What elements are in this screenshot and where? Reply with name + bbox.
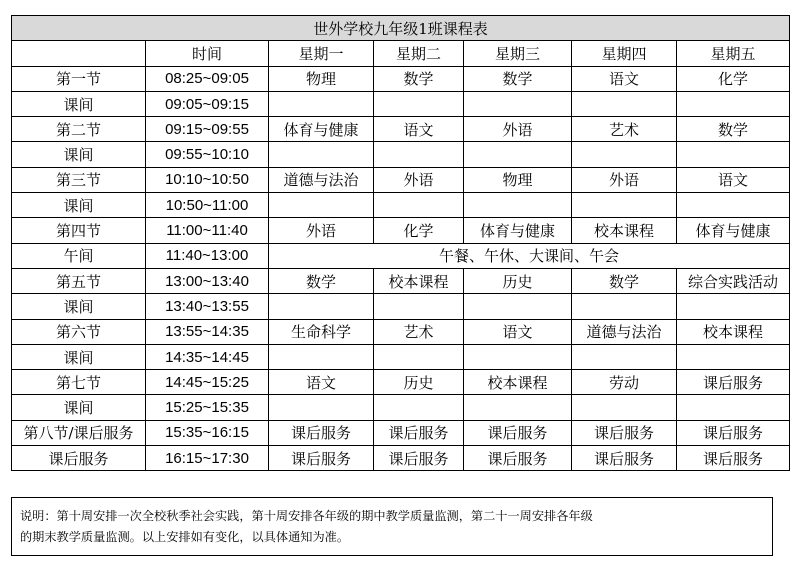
subject-cell	[572, 142, 677, 167]
table-row	[12, 142, 790, 167]
subject-cell	[572, 294, 677, 319]
subject-cell: 校本课程	[677, 319, 790, 344]
time-cell: 14:35~14:45	[146, 344, 269, 369]
header-cell: 星期一	[269, 41, 374, 66]
period-label: 课间	[12, 193, 146, 218]
subject-cell: 语文	[572, 66, 677, 91]
table-row	[12, 344, 790, 369]
subject-cell: 劳动	[572, 370, 677, 395]
subject-cell	[572, 395, 677, 420]
time-cell: 10:50~11:00	[146, 193, 269, 218]
subject-cell: 体育与健康	[677, 218, 790, 243]
subject-cell: 课后服务	[464, 420, 572, 445]
subject-cell: 校本课程	[572, 218, 677, 243]
subject-cell	[374, 142, 464, 167]
subject-cell: 课后服务	[572, 446, 677, 471]
table-row	[12, 218, 790, 243]
subject-cell: 物理	[464, 167, 572, 192]
subject-cell	[374, 344, 464, 369]
subject-cell: 化学	[677, 66, 790, 91]
subject-cell	[572, 344, 677, 369]
subject-cell: 外语	[464, 117, 572, 142]
subject-cell	[464, 344, 572, 369]
subject-cell: 数学	[572, 268, 677, 293]
table-row	[12, 319, 790, 344]
period-label: 第七节	[12, 370, 146, 395]
table-row	[12, 446, 790, 471]
subject-cell: 艺术	[374, 319, 464, 344]
subject-cell	[374, 395, 464, 420]
time-cell: 09:55~10:10	[146, 142, 269, 167]
time-cell: 14:45~15:25	[146, 370, 269, 395]
table-row	[12, 117, 790, 142]
subject-cell	[464, 91, 572, 116]
time-cell: 13:55~14:35	[146, 319, 269, 344]
period-label: 课间	[12, 91, 146, 116]
table-row	[12, 395, 790, 420]
time-cell: 08:25~09:05	[146, 66, 269, 91]
subject-cell: 语文	[677, 167, 790, 192]
subject-cell: 外语	[572, 167, 677, 192]
subject-cell: 体育与健康	[269, 117, 374, 142]
schedule-body	[12, 66, 790, 471]
subject-cell	[269, 193, 374, 218]
subject-cell	[269, 344, 374, 369]
time-cell: 16:15~17:30	[146, 446, 269, 471]
table-row	[12, 420, 790, 445]
header-cell: 星期二	[374, 41, 464, 66]
title-row	[12, 16, 790, 41]
subject-cell: 历史	[464, 268, 572, 293]
subject-cell: 课后服务	[374, 420, 464, 445]
time-cell: 15:35~16:15	[146, 420, 269, 445]
header-cell: 星期五	[677, 41, 790, 66]
subject-cell	[677, 193, 790, 218]
time-cell: 09:05~09:15	[146, 91, 269, 116]
subject-cell	[677, 344, 790, 369]
period-label: 第四节	[12, 218, 146, 243]
period-label: 第五节	[12, 268, 146, 293]
subject-cell	[677, 395, 790, 420]
subject-cell: 数学	[464, 66, 572, 91]
table-row	[12, 294, 790, 319]
table-row	[12, 167, 790, 192]
subject-cell	[464, 193, 572, 218]
subject-cell: 数学	[269, 268, 374, 293]
table-row	[12, 193, 790, 218]
header-cell: 星期三	[464, 41, 572, 66]
subject-cell: 体育与健康	[464, 218, 572, 243]
subject-cell: 校本课程	[374, 268, 464, 293]
subject-cell: 道德与法治	[572, 319, 677, 344]
subject-cell: 历史	[374, 370, 464, 395]
period-label: 午间	[12, 243, 146, 268]
header-cell: 星期四	[572, 41, 677, 66]
note-line-1: 说明：第十周安排一次全校秋季社会实践，第十周安排各年级的期中教学质量监测，第二十一周安排各年级	[20, 509, 593, 523]
table-row	[12, 370, 790, 395]
subject-cell: 课后服务	[572, 420, 677, 445]
subject-cell	[572, 193, 677, 218]
time-cell: 09:15~09:55	[146, 117, 269, 142]
subject-cell	[374, 294, 464, 319]
time-cell: 15:25~15:35	[146, 395, 269, 420]
subject-cell: 课后服务	[464, 446, 572, 471]
period-label: 第一节	[12, 66, 146, 91]
subject-cell: 课后服务	[677, 370, 790, 395]
subject-cell: 课后服务	[269, 420, 374, 445]
period-label: 第六节	[12, 319, 146, 344]
merged-cell: 午餐、午休、大课间、午会	[269, 243, 790, 268]
subject-cell: 课后服务	[374, 446, 464, 471]
subject-cell: 外语	[374, 167, 464, 192]
subject-cell: 课后服务	[677, 446, 790, 471]
subject-cell	[269, 294, 374, 319]
period-label: 课后服务	[12, 446, 146, 471]
subject-cell: 语文	[464, 319, 572, 344]
subject-cell: 综合实践活动	[677, 268, 790, 293]
period-label: 课间	[12, 344, 146, 369]
note-box	[11, 497, 773, 556]
period-label: 课间	[12, 294, 146, 319]
subject-cell	[677, 142, 790, 167]
note-line-2: 的期末教学质量监测。以上安排如有变化，以具体通知为准。	[20, 530, 350, 544]
schedule-table	[11, 15, 790, 471]
subject-cell	[269, 142, 374, 167]
header-cell: 时间	[146, 41, 269, 66]
time-cell: 11:40~13:00	[146, 243, 269, 268]
header-cell	[12, 41, 146, 66]
subject-cell	[269, 395, 374, 420]
table-row	[12, 66, 790, 91]
subject-cell: 生命科学	[269, 319, 374, 344]
table-row	[12, 243, 790, 268]
period-label: 课间	[12, 395, 146, 420]
time-cell: 13:40~13:55	[146, 294, 269, 319]
table-row	[12, 268, 790, 293]
subject-cell: 道德与法治	[269, 167, 374, 192]
subject-cell: 数学	[677, 117, 790, 142]
table-title: 世外学校九年级1班课程表	[12, 16, 790, 41]
time-cell: 13:00~13:40	[146, 268, 269, 293]
time-cell: 10:10~10:50	[146, 167, 269, 192]
period-label: 课间	[12, 142, 146, 167]
subject-cell: 物理	[269, 66, 374, 91]
subject-cell: 语文	[374, 117, 464, 142]
subject-cell	[572, 91, 677, 116]
subject-cell	[374, 91, 464, 116]
subject-cell	[374, 193, 464, 218]
subject-cell: 艺术	[572, 117, 677, 142]
period-label: 第八节/课后服务	[12, 420, 146, 445]
subject-cell: 数学	[374, 66, 464, 91]
subject-cell	[677, 91, 790, 116]
subject-cell	[677, 294, 790, 319]
subject-cell: 外语	[269, 218, 374, 243]
subject-cell	[464, 142, 572, 167]
table-row	[12, 91, 790, 116]
subject-cell: 校本课程	[464, 370, 572, 395]
subject-cell: 语文	[269, 370, 374, 395]
subject-cell: 课后服务	[677, 420, 790, 445]
subject-cell	[269, 91, 374, 116]
subject-cell	[464, 395, 572, 420]
time-cell: 11:00~11:40	[146, 218, 269, 243]
subject-cell	[464, 294, 572, 319]
period-label: 第三节	[12, 167, 146, 192]
subject-cell: 课后服务	[269, 446, 374, 471]
subject-cell: 化学	[374, 218, 464, 243]
period-label: 第二节	[12, 117, 146, 142]
header-row	[12, 41, 790, 66]
